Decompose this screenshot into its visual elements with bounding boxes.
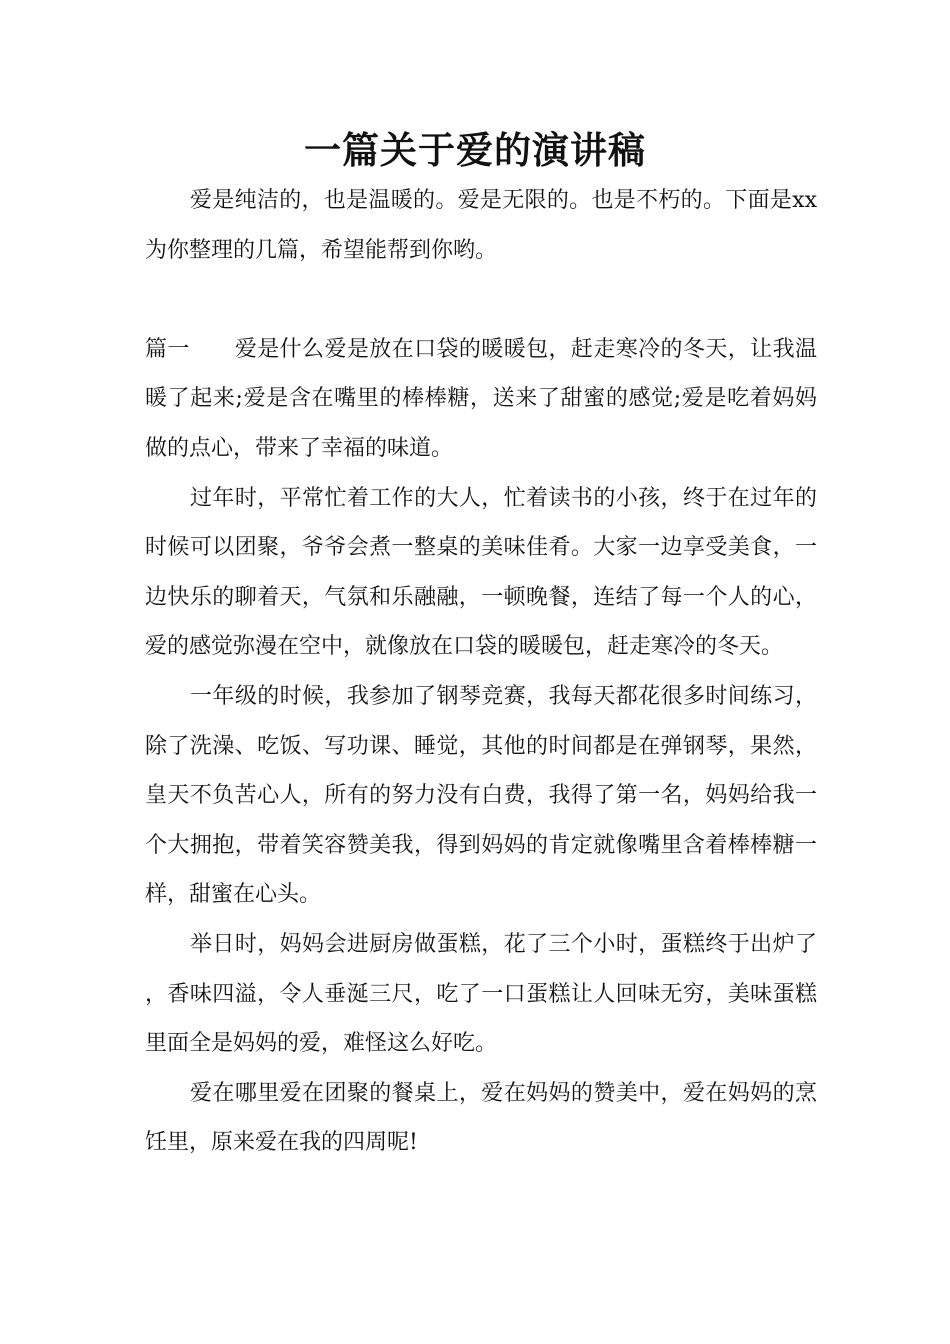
paragraph: 举日时，妈妈会进厨房做蛋糕，花了三个小时，蛋糕终于出炉了，香味四溢，令人垂涎三尺，吃了一口蛋糕让人回味无穷，美味蛋糕里面全是妈妈的爱，难怪这么好吃。 — [145, 931, 817, 1057]
page-title: 一篇关于爱的演讲稿 — [304, 129, 646, 172]
document-body — [145, 176, 817, 1168]
paragraph: 一年级的时候，我参加了钢琴竞赛，我每天都花很多时间练习，除了洗澡、吃饭、写功课、睡觉，其他的时间都是在弹钢琴，果然，皇天不负苦心人，所有的努力没有白费，我得了第一名，妈妈给我一个大拥抱，带着笑容赞美我，得到妈妈的肯定就像嘴里含着棒棒糖一样，甜蜜在心头。 — [145, 683, 817, 908]
paragraph-text: 爱是什么爱是放在口袋的暖暖包，赶走寒冷的冬天，让我温暖了起来;爱是含在嘴里的棒棒糖，送来了甜蜜的感觉;爱是吃着妈妈做的点心，带来了幸福的味道。 — [145, 336, 817, 461]
section-label: 篇一 — [145, 336, 190, 362]
intro-paragraph: 爱是纯洁的，也是温暖的。爱是无限的。也是不朽的。下面是xx为你整理的几篇，希望能帮到你哟。 — [145, 188, 817, 263]
paragraph: 爱在哪里爱在团聚的餐桌上，爱在妈妈的赞美中，爱在妈妈的烹饪里，原来爱在我的四周呢! — [145, 1080, 817, 1156]
section-one-paragraph — [145, 325, 817, 474]
paragraph: 过年时，平常忙着工作的大人，忙着读书的小孩，终于在过年的时候可以团聚，爷爷会煮一整桌的美味佳肴。大家一边享受美食，一边快乐的聊着天，气氛和乐融融，一顿晚餐，连结了每一个人的心，爱的感觉弥漫在空中，就像放在口袋的暖暖包，赶走寒冷的冬天。 — [145, 485, 817, 660]
